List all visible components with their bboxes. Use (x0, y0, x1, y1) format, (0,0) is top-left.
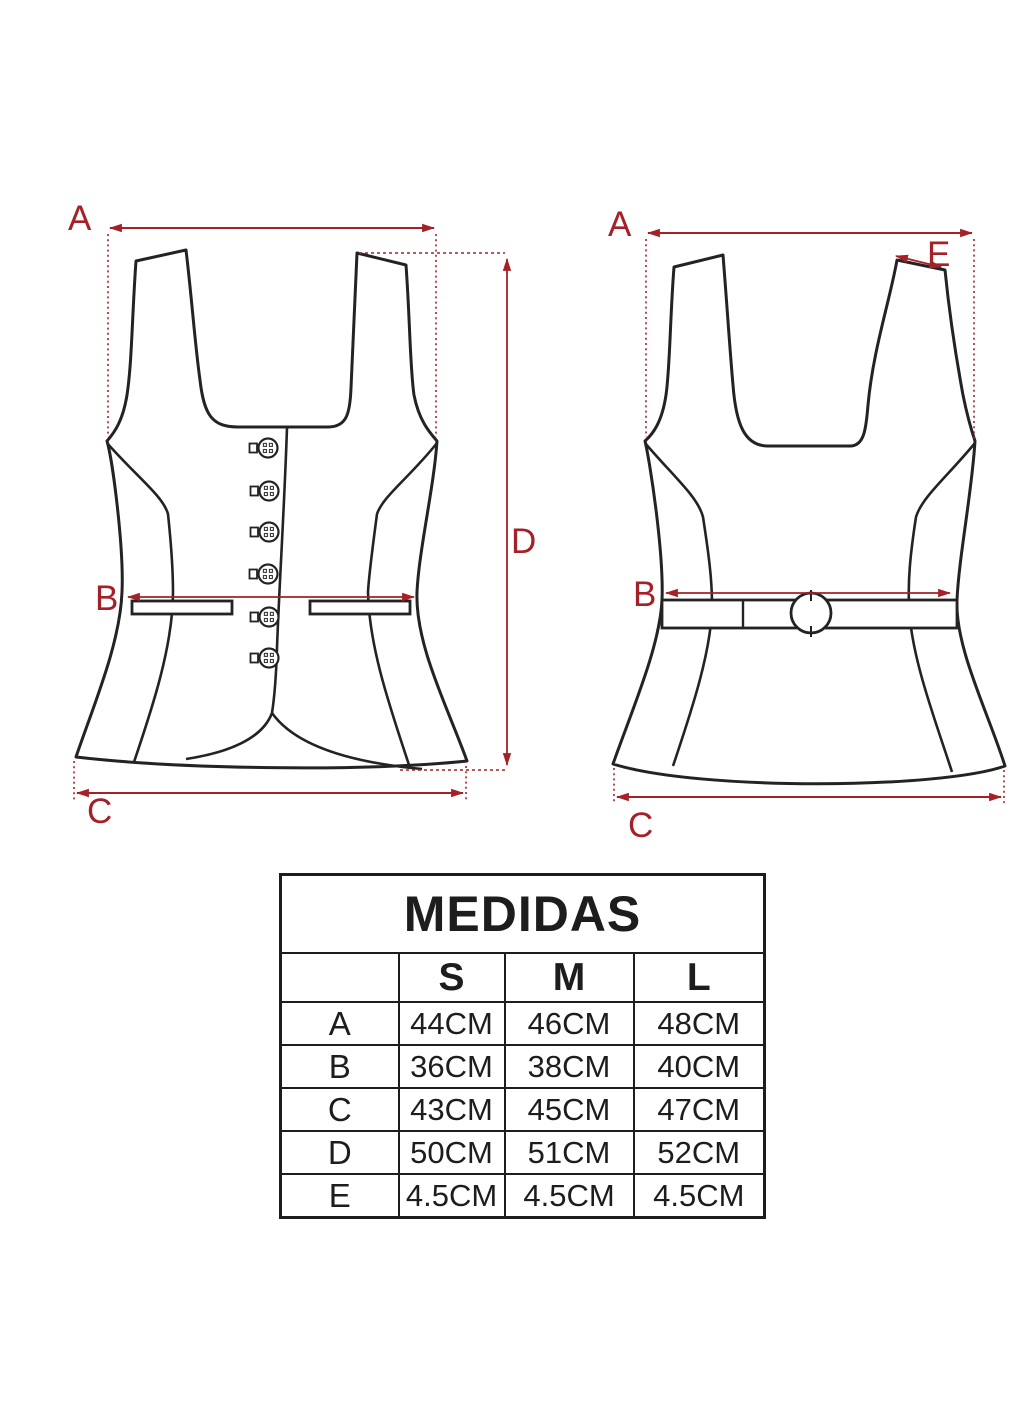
row-label: D (281, 1131, 399, 1174)
back-measure-e-label: E (927, 235, 951, 274)
front-pocket-right (310, 601, 410, 614)
front-measure-d-label: D (511, 522, 537, 561)
measurement-value: 46CM (505, 1002, 634, 1045)
row-label: B (281, 1045, 399, 1088)
measurement-value: 38CM (505, 1045, 634, 1088)
measurement-value: 50CM (399, 1131, 505, 1174)
table-row-b (281, 1045, 765, 1088)
measurement-value: 47CM (634, 1088, 765, 1131)
front-measure-c-label: C (87, 792, 113, 831)
measurement-value: 44CM (399, 1002, 505, 1045)
front-measure-b-label: B (95, 579, 119, 618)
size-header-empty (281, 953, 399, 1002)
table-row-a (281, 1002, 765, 1045)
row-label: E (281, 1174, 399, 1218)
measurement-value: 40CM (634, 1045, 765, 1088)
table-row-e (281, 1174, 765, 1218)
size-header-s: S (399, 953, 505, 1002)
size-header-l: L (634, 953, 765, 1002)
measurement-value: 48CM (634, 1002, 765, 1045)
measurement-value: 4.5CM (399, 1174, 505, 1218)
measurement-value: 4.5CM (505, 1174, 634, 1218)
back-measure-a-label: A (608, 205, 632, 244)
table-row-c (281, 1088, 765, 1131)
back-view-diagram (608, 205, 1005, 845)
back-measure-b-label: B (633, 575, 657, 614)
back-outline (613, 255, 1005, 784)
measurement-value: 43CM (399, 1088, 505, 1131)
front-measure-a-label: A (68, 199, 92, 238)
measurement-value: 52CM (634, 1131, 765, 1174)
row-label: C (281, 1088, 399, 1131)
back-measure-c-label: C (628, 806, 654, 845)
size-header-m: M (505, 953, 634, 1002)
front-pocket-left (132, 601, 232, 614)
front-outline (76, 250, 467, 768)
measurement-value: 51CM (505, 1131, 634, 1174)
table-title: MEDIDAS (281, 875, 765, 954)
measurement-value: 4.5CM (634, 1174, 765, 1218)
table-row-d (281, 1131, 765, 1174)
row-label: A (281, 1002, 399, 1045)
measurement-value: 36CM (399, 1045, 505, 1088)
measurements-table (279, 873, 766, 1219)
measurement-value: 45CM (505, 1088, 634, 1131)
front-view-diagram (68, 199, 536, 831)
